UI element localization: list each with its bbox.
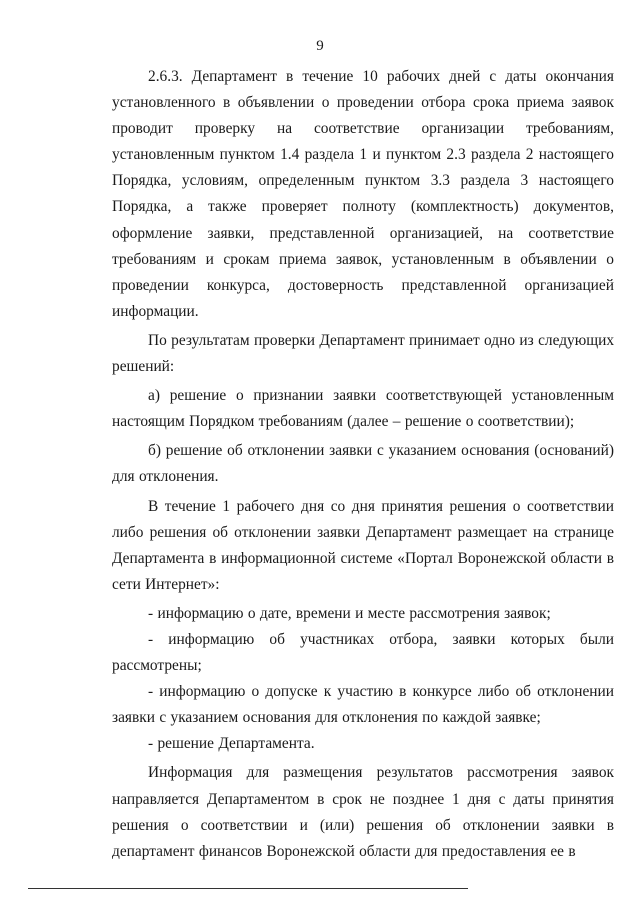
footer-rule	[28, 888, 468, 889]
list-item-department-decision: - решение Департамента.	[148, 735, 315, 753]
paragraph-decision-b: б) решение об отклонении заявки с указанием основания (оснований) для отклонения.	[112, 442, 614, 486]
list-item-review-info: - информацию о дате, времени и месте рассмотрения заявок;	[148, 604, 551, 622]
list-item-participants-info: - информацию об участниках отбора, заявки которых были рассмотрены;	[112, 630, 614, 675]
paragraph-check-results: По результатам проверки Департамент принимает одно из следующих решений:	[112, 331, 615, 376]
paragraph-information-forwarding: Информация для размещения результатов рассмотрения заявок направляется Департаментом в срок не позднее 1 дня с даты принятия решения о соответствии и (или) решения об отклонении заявки в департамент финансов Воронежской области для предоставления ее в	[112, 764, 614, 860]
paragraph-decision-a: а) решение о признании заявки соответствующей установленным настоящим Порядком требованиям (далее – решение о соответствии);	[112, 387, 614, 431]
page-number: 9	[316, 38, 324, 54]
list-item-admission-info: - информацию о допуске к участию в конкурсе либо об отклонении заявки с указанием основания для отклонения по каждой заявке;	[112, 683, 614, 727]
document-body	[112, 64, 614, 865]
paragraph-2-6-3: 2.6.3. Департамент в течение 10 рабочих дней с даты окончания установленного в объявлении о проведении отбора срока приема заявок проводит проверку на соответствие организации требованиям, установленным пунктом 1.4 раздела 1 и пунктом 2.3 раздела 2 настоящего Порядка, условиям, определенным пунктом 3.3 раздела 3 настоящего Порядка, а также проверяет полноту (комплектность) документов, оформление заявки, представленной организацией, на соответствие требованиям и срокам приема заявок, установленным в объявлении о проведении конкурса, достоверность представленной организацией информации.	[112, 68, 614, 320]
paragraph-publication: В течение 1 рабочего дня со дня принятия решения о соответствии либо решения об отклонении заявки Департамент размещает на странице Департамента в информационной системе «Портал Воронежской области в сети Интернет»:	[112, 497, 614, 593]
